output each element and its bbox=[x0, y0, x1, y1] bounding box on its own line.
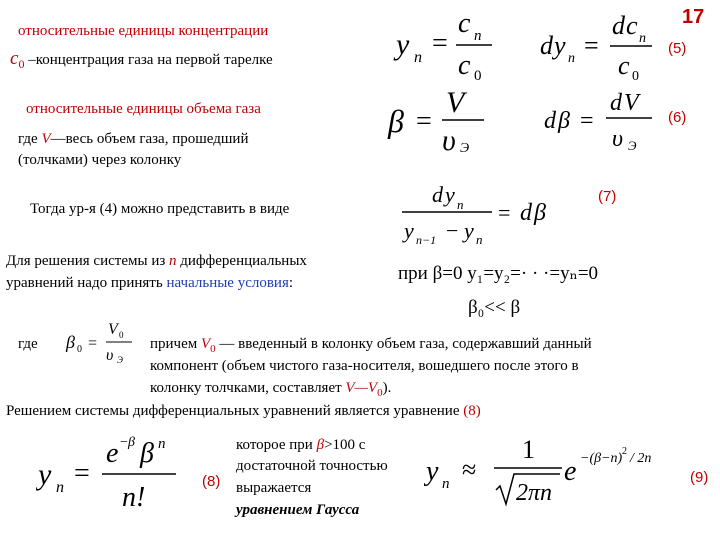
note-line3-c: ). bbox=[382, 380, 392, 396]
system-line1 bbox=[6, 252, 307, 270]
formula-y3-sub: n bbox=[476, 232, 483, 247]
formula-eq: = bbox=[580, 108, 594, 134]
formula-exponent-over2n: / 2n bbox=[630, 451, 652, 466]
formula-y: y bbox=[396, 28, 410, 61]
formula-beta-symbol: β bbox=[388, 103, 404, 139]
note-line3 bbox=[150, 379, 391, 402]
formula-beta0 bbox=[64, 318, 140, 368]
formula-y2-sub: n−1 bbox=[416, 233, 437, 247]
formula-y-sub: n bbox=[568, 51, 575, 66]
initial-conditions-link: начальные условия bbox=[166, 275, 289, 291]
note-line3-sub: 0 bbox=[377, 387, 383, 399]
formula-eq: = bbox=[498, 200, 511, 225]
c0-description: –концентрация газа на первой тарелке bbox=[24, 52, 273, 68]
formula-d2: d bbox=[612, 11, 625, 40]
formula-d2: d bbox=[610, 90, 622, 116]
formula-e: e bbox=[106, 438, 119, 469]
formula-upsilon-sub: Э bbox=[628, 138, 637, 153]
formula-c0-sub: 0 bbox=[632, 69, 639, 82]
where2-label: где bbox=[18, 336, 38, 352]
system-line1-b: дифференциальных bbox=[176, 253, 307, 269]
formula-dyn bbox=[536, 4, 666, 82]
formula-V: V bbox=[446, 86, 465, 119]
system-line2-a: уравнений надо принять bbox=[6, 275, 167, 291]
where-v-rest: —весь объем газа, прошедший bbox=[50, 131, 249, 147]
c0-definition bbox=[10, 50, 273, 73]
formula-minus: − bbox=[120, 435, 128, 450]
eq-number-5: (5) bbox=[668, 40, 687, 57]
where-prefix: где bbox=[18, 131, 42, 147]
formula-c-sub: n bbox=[639, 31, 646, 46]
system-line2-colon: : bbox=[288, 275, 294, 291]
formula-V: V bbox=[108, 321, 118, 338]
system-line1-a: Для решения системы из bbox=[6, 253, 170, 269]
formula-eq: = bbox=[88, 335, 98, 352]
eq-number-9: (9) bbox=[690, 469, 709, 486]
formula-yn-ratio bbox=[392, 2, 498, 80]
formula-upsilon: υ bbox=[106, 347, 114, 364]
formula-approx: ≈ bbox=[462, 455, 477, 484]
formula-y-sub: n bbox=[56, 479, 64, 496]
note-a: причем bbox=[150, 336, 201, 352]
formula-y: y bbox=[38, 458, 52, 491]
note-line2: компонент (объем чистого газа-носителя, вошедшего после этого в bbox=[150, 358, 579, 374]
formula-c0: c bbox=[618, 51, 630, 80]
eq-number-6: (6) bbox=[668, 109, 687, 126]
where-v-symbol: V bbox=[41, 131, 51, 147]
formula-9 bbox=[424, 428, 688, 512]
formula-sqrt-arg: 2πn bbox=[516, 480, 553, 506]
formula-upsilon-sub: Э bbox=[460, 141, 470, 152]
formula-y-sub: n bbox=[442, 476, 450, 492]
formula-y-sub: n bbox=[457, 197, 464, 212]
formula-c: c bbox=[626, 11, 638, 40]
formula-d: d bbox=[540, 31, 553, 60]
note-line3-a: колонку толчками, составляет bbox=[150, 380, 346, 396]
formula-y-sub: n bbox=[414, 49, 422, 66]
formula-eq: = bbox=[584, 31, 599, 60]
formula-dbeta bbox=[542, 88, 660, 154]
system-n-symbol: n bbox=[169, 253, 177, 269]
formula-beta bbox=[384, 86, 494, 152]
where-v-line1 bbox=[18, 130, 248, 148]
formula-eq: = bbox=[432, 28, 448, 59]
formula-c-sub: n bbox=[474, 28, 482, 44]
formula-eq: = bbox=[416, 106, 432, 137]
note-v0-sub: 0 bbox=[210, 343, 216, 355]
note-v0: V bbox=[201, 336, 211, 352]
formula-minus: − bbox=[446, 218, 459, 243]
formula-8 bbox=[36, 428, 186, 514]
eq-number-8: (8) bbox=[202, 473, 221, 490]
formula-beta-symbol: β bbox=[66, 332, 75, 352]
then-text: Тогда ур-я (4) можно представить в виде bbox=[30, 201, 290, 217]
solution-line bbox=[6, 402, 481, 420]
gauss-line3: выражается bbox=[236, 480, 312, 496]
system-line2 bbox=[6, 274, 293, 292]
slide-number: 17 bbox=[682, 6, 705, 28]
formula-y3: y bbox=[464, 218, 474, 243]
formula-d2: d bbox=[520, 200, 532, 226]
formula-c0-sub: 0 bbox=[474, 68, 482, 80]
where-v-line2: (толчками) через колонку bbox=[18, 152, 182, 168]
c0-symbol: c bbox=[10, 48, 19, 69]
concentration-units-label: относительные единицы концентрации bbox=[18, 23, 269, 39]
formula-y2: y bbox=[404, 218, 414, 243]
gauss-line4: уравнением Гаусса bbox=[236, 502, 360, 518]
gauss1-c: >100 с bbox=[324, 437, 366, 453]
initial-condition-line2: β₀<< β bbox=[468, 297, 521, 318]
formula-e: e bbox=[564, 456, 577, 487]
formula-c0: c bbox=[458, 50, 471, 80]
formula-exponent-square: 2 bbox=[622, 446, 627, 457]
formula-factorial: n! bbox=[122, 482, 146, 513]
formula-upsilon-sub: Э bbox=[117, 355, 123, 365]
solution-eq-ref: (8) bbox=[463, 403, 481, 419]
formula-7 bbox=[398, 178, 568, 250]
gauss1-a: которое при bbox=[236, 437, 317, 453]
formula-upsilon: υ bbox=[442, 124, 456, 152]
formula-upsilon: υ bbox=[612, 126, 624, 152]
eq-number-7: (7) bbox=[598, 188, 617, 205]
note-line3-vv0: V—V bbox=[345, 380, 378, 396]
formula-exp-beta: β bbox=[128, 435, 135, 450]
formula-d: d bbox=[544, 108, 556, 134]
gauss-line1 bbox=[236, 436, 365, 454]
formula-y: y bbox=[445, 182, 455, 207]
volume-units-label: относительные единицы объема газа bbox=[26, 101, 261, 117]
formula-beta-symbol: β bbox=[534, 200, 546, 226]
formula-beta-sub: 0 bbox=[77, 344, 82, 355]
note-line1 bbox=[150, 335, 592, 358]
solution-a: Решением системы дифференциальных уравнений является уравнение bbox=[6, 403, 464, 419]
formula-beta-symbol: β bbox=[140, 438, 154, 469]
note-b: — введенный в колонку объем газа, содержавший данный bbox=[215, 336, 592, 352]
formula-y: y bbox=[426, 456, 439, 487]
formula-V: V bbox=[624, 90, 639, 116]
formula-beta-power: n bbox=[158, 436, 166, 452]
gauss-line2: достаточной точностью bbox=[236, 458, 388, 474]
c0-subscript: 0 bbox=[18, 57, 25, 71]
gauss1-beta: β bbox=[316, 437, 325, 453]
formula-one: 1 bbox=[522, 435, 535, 464]
formula-V-sub: 0 bbox=[119, 330, 124, 340]
formula-beta-symbol: β bbox=[558, 108, 570, 134]
initial-condition-line1: при β=0 y₁=y₂=· · ·=yₙ=0 bbox=[398, 263, 599, 284]
formula-y: y bbox=[554, 31, 566, 60]
formula-c: c bbox=[458, 8, 471, 39]
formula-d: d bbox=[432, 182, 443, 207]
formula-eq: = bbox=[74, 458, 90, 489]
formula-exponent: −(β−n) bbox=[580, 451, 623, 466]
